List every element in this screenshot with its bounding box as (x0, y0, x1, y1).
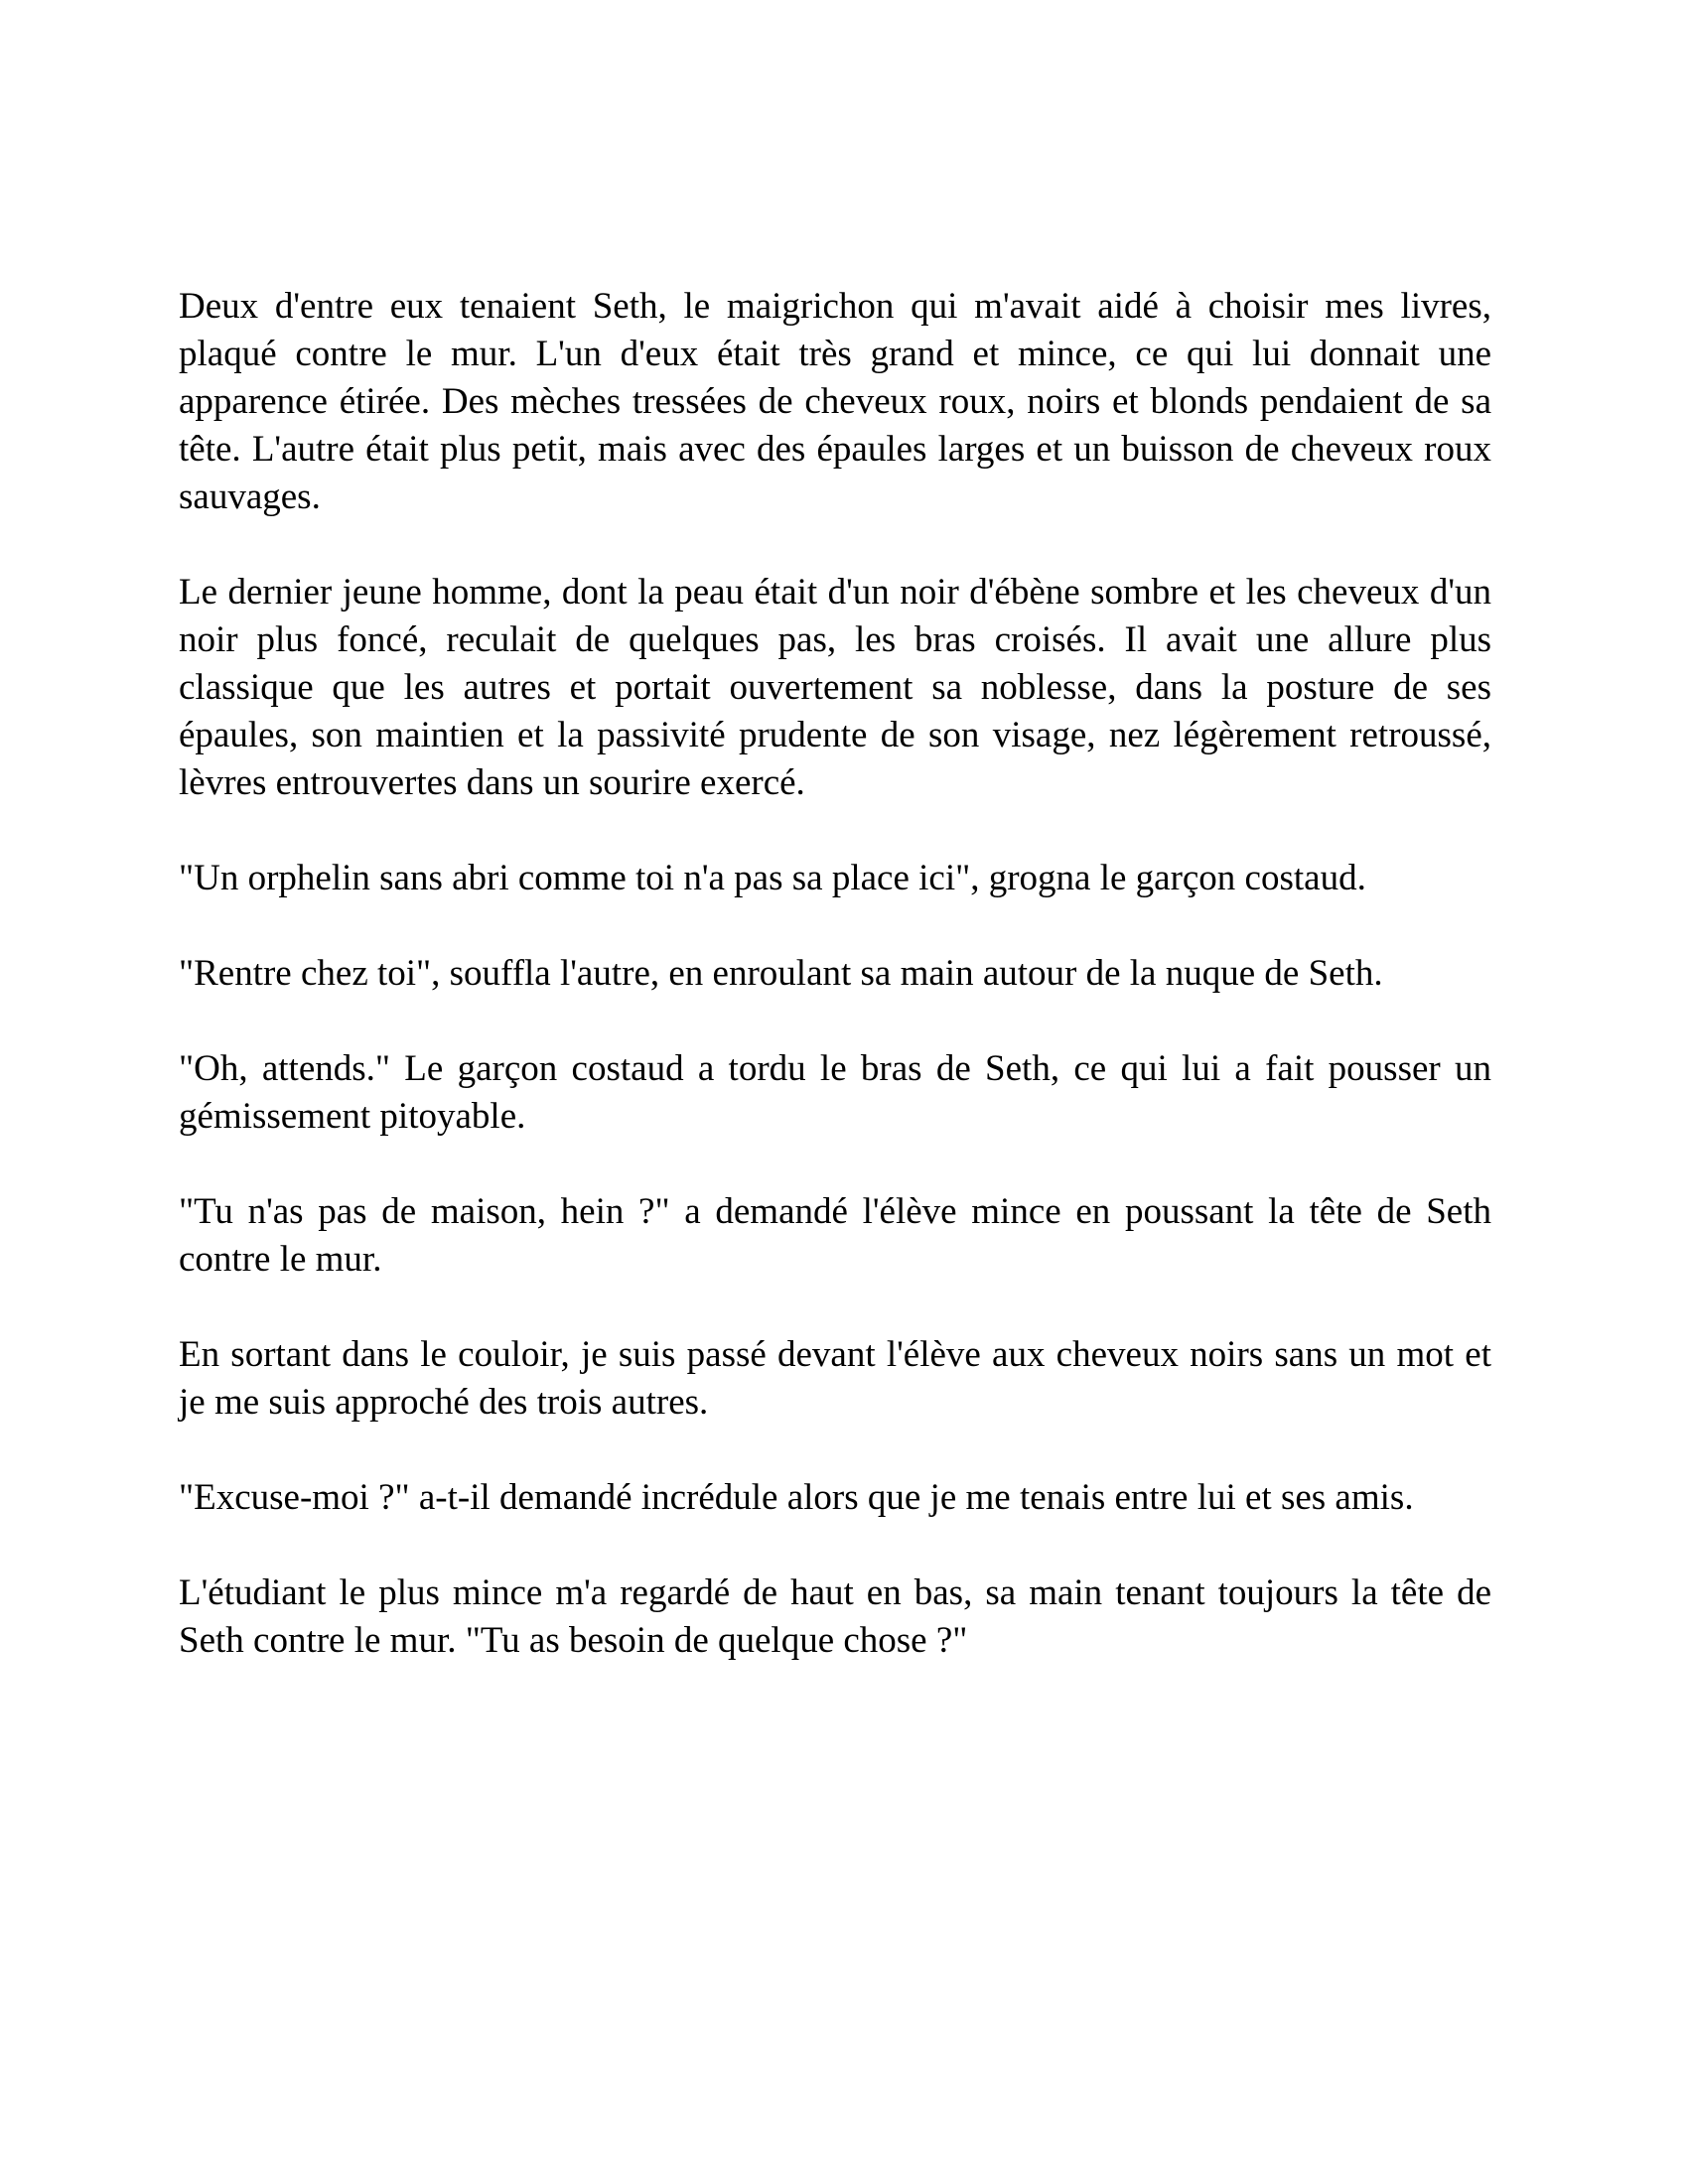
paragraph: "Oh, attends." Le garçon costaud a tordu le bras de Seth, ce qui lui a fait pousser un gémissement pitoyable. (179, 1048, 1491, 1137)
paragraph: Deux d'entre eux tenaient Seth, le maigrichon qui m'avait aidé à choisir mes livres, plaqué contre le mur. L'un d'eux était très grand et mince, ce qui lui donnait une apparence étirée. Des mèches tressées de cheveux roux, noirs et blonds pendaient de sa tête. L'autre était plus petit, mais avec des épaules larges et un buisson de cheveux roux sauvages. (179, 286, 1491, 517)
paragraph: "Excuse-moi ?" a-t-il demandé incrédule alors que je me tenais entre lui et ses amis. (179, 1477, 1414, 1518)
paragraph: En sortant dans le couloir, je suis passé devant l'élève aux cheveux noirs sans un mot et je me suis approché des trois autres. (179, 1334, 1491, 1423)
paragraph: Le dernier jeune homme, dont la peau était d'un noir d'ébène sombre et les cheveux d'un noir plus foncé, reculait de quelques pas, les bras croisés. Il avait une allure plus classique que les autres et portait ouvertement sa noblesse, dans la posture de ses épaules, son maintien et la passivité prudente de son visage, nez légèrement retroussé, lèvres entrouvertes dans un sourire exercé. (179, 572, 1491, 803)
paragraph: "Tu n'as pas de maison, hein ?" a demandé l'élève mince en poussant la tête de Seth contre le mur. (179, 1191, 1491, 1280)
paragraph: "Un orphelin sans abri comme toi n'a pas sa place ici", grogna le garçon costaud. (179, 858, 1366, 898)
paragraph: L'étudiant le plus mince m'a regardé de haut en bas, sa main tenant toujours la tête de Seth contre le mur. "Tu as besoin de quelque chose ?" (179, 1572, 1491, 1661)
document-text-block (179, 283, 1491, 1712)
paragraph: "Rentre chez toi", souffla l'autre, en enroulant sa main autour de la nuque de Seth. (179, 953, 1383, 994)
